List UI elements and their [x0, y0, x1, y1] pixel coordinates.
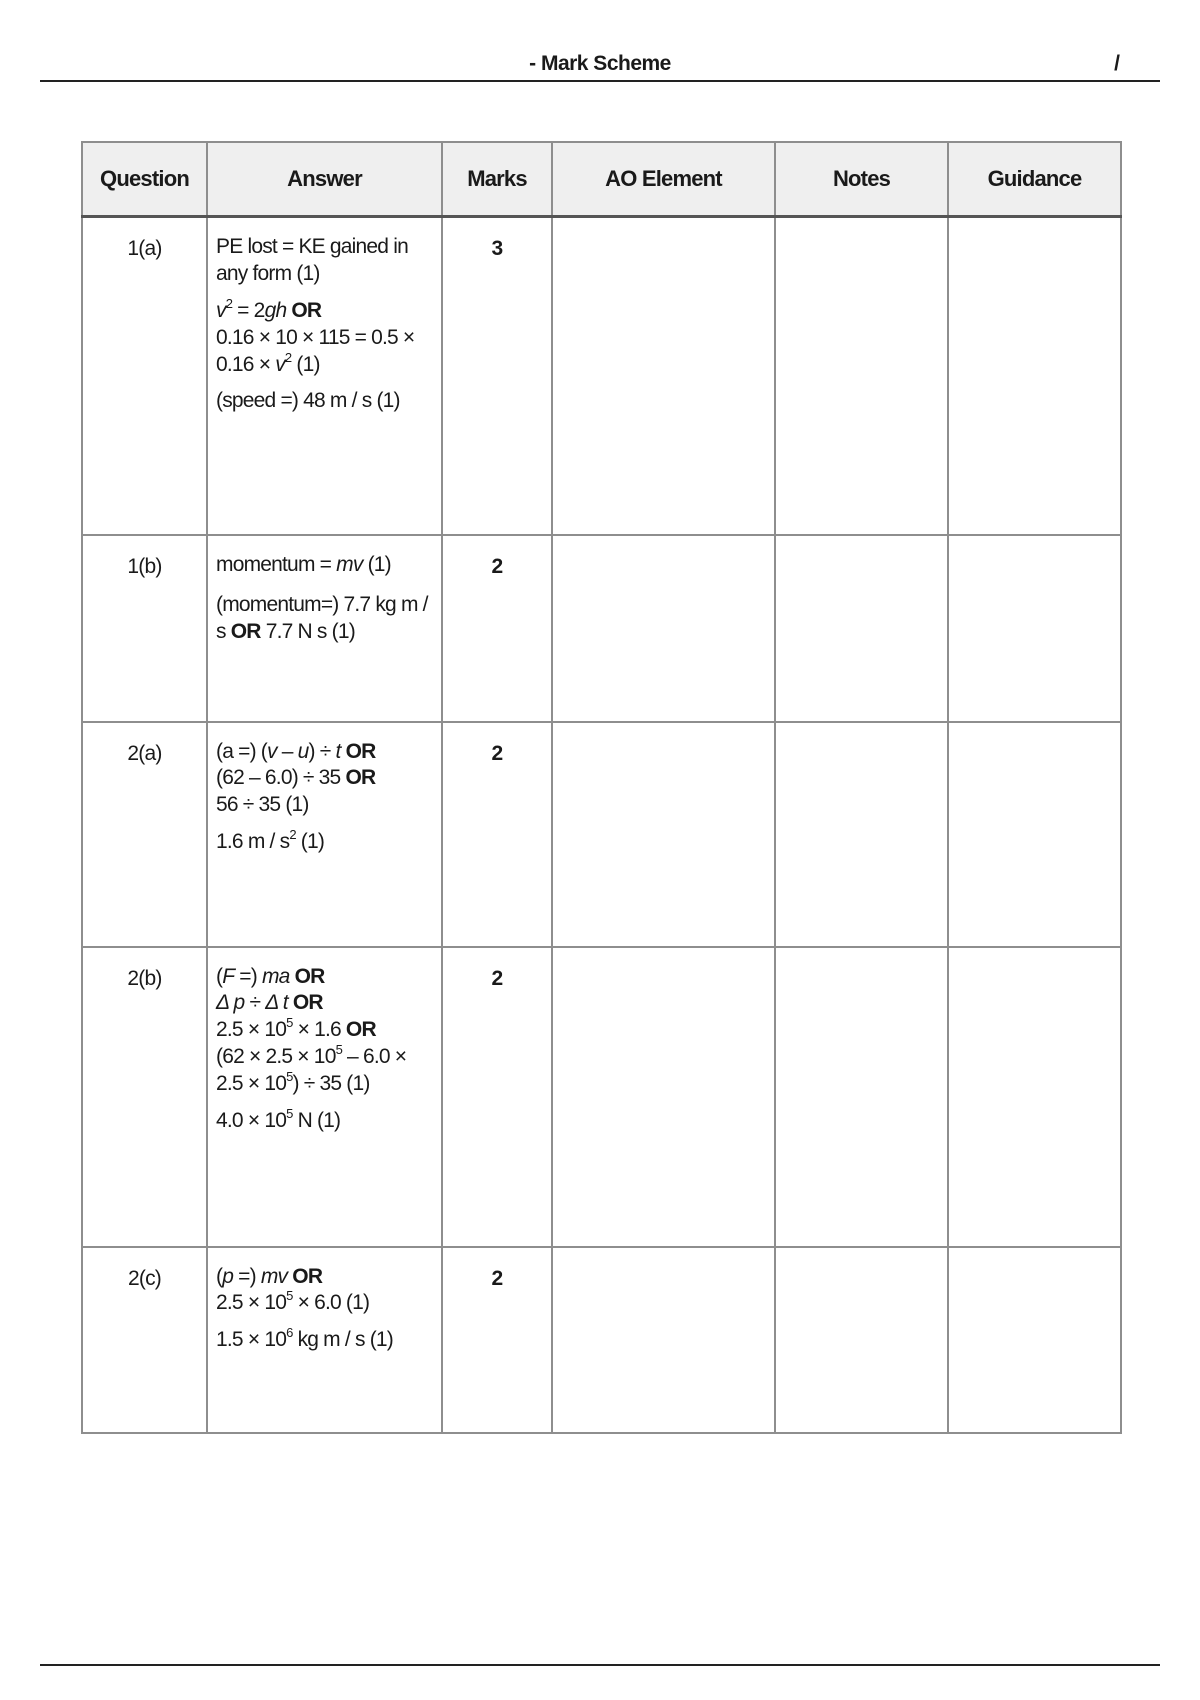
guidance-cell — [948, 722, 1121, 947]
notes-cell — [775, 535, 948, 722]
mark-scheme-table — [81, 141, 1122, 1434]
guidance-cell — [948, 535, 1121, 722]
answer-line: PE lost = KE gained in any form (1) — [216, 235, 408, 285]
table-row — [82, 1247, 1121, 1433]
answer-line: (F =) ma OR — [216, 964, 325, 988]
answer-cell — [207, 722, 442, 947]
column-header-ao-element: AO Element — [552, 142, 775, 217]
table-row — [82, 722, 1121, 947]
ao-element-cell — [552, 535, 775, 722]
guidance-cell — [948, 1247, 1121, 1433]
footer-divider — [40, 1664, 1160, 1666]
column-header-marks: Marks — [442, 142, 552, 217]
answer-cell — [207, 947, 442, 1247]
question-number: 2(a) — [82, 722, 207, 947]
answer-line: $v^2 = 2gh$ OR — [216, 295, 322, 322]
notes-cell — [775, 1247, 948, 1433]
guidance-cell — [948, 217, 1121, 535]
column-header-guidance: Guidance — [948, 142, 1121, 217]
answer-line: 1.6 m / $s^2$ (1) — [216, 827, 325, 854]
question-number: 1(a) — [82, 217, 207, 535]
guidance-cell — [948, 947, 1121, 1247]
table-row — [82, 947, 1121, 1247]
answer-line: $2.5 \times 10^5 \times 1.6$ OR — [216, 1015, 376, 1042]
answer-cell — [207, 535, 442, 722]
answer-line: (a =) (v – u) ÷ t OR — [216, 739, 376, 763]
column-header-answer: Answer — [207, 142, 442, 217]
answer-line: (p =) mv OR — [216, 1264, 323, 1288]
ao-element-cell — [552, 1247, 775, 1433]
marks-value: 2 — [442, 1247, 552, 1433]
answer-line: 56 ÷ 35 (1) — [216, 793, 309, 817]
answer-line: $2.5 \times 10^5 \times 6.0$ (1) — [216, 1288, 370, 1315]
column-header-notes: Notes — [775, 142, 948, 217]
answer-line: $1.5 \times 10^6$ kg m / s (1) — [216, 1325, 393, 1352]
answer-cell — [207, 1247, 442, 1433]
answer-line: $4.0 \times 10^5$ N (1) — [216, 1105, 341, 1132]
marks-value: 2 — [442, 722, 552, 947]
notes-cell — [775, 947, 948, 1247]
answer-line: Δ p ÷ Δ t OR — [216, 991, 323, 1015]
answer-line: $(62 \times 2.5 \times 10^5 - 6.0 \times 2.5 \times 10^5) \div 35$ (1) — [216, 1042, 407, 1095]
notes-cell — [775, 217, 948, 535]
marks-value: 2 — [442, 947, 552, 1247]
table-row — [82, 217, 1121, 535]
column-header-question: Question — [82, 142, 207, 217]
question-number: 2(b) — [82, 947, 207, 1247]
page-title: - Mark Scheme — [529, 52, 671, 75]
table-row — [82, 535, 1121, 722]
marks-value: 2 — [442, 535, 552, 722]
header-slash: / — [1114, 52, 1120, 75]
answer-line: $0.16 \times 10 \times 115 = 0.5 \times 0.16 \times v^2$ (1) — [216, 325, 415, 376]
answer-line: (62 – 6.0) ÷ 35 OR — [216, 766, 376, 790]
header-divider — [40, 80, 1160, 82]
question-number: 1(b) — [82, 535, 207, 722]
ao-element-cell — [552, 217, 775, 535]
answer-line: (momentum=) 7.7 kg m / s OR 7.7 N s (1) — [216, 593, 428, 644]
ao-element-cell — [552, 722, 775, 947]
answer-cell — [207, 217, 442, 535]
notes-cell — [775, 722, 948, 947]
ao-element-cell — [552, 947, 775, 1247]
question-number: 2(c) — [82, 1247, 207, 1433]
marks-value: 3 — [442, 217, 552, 535]
answer-line: (speed =) 48 m / s (1) — [216, 389, 400, 413]
answer-line: momentum = mv (1) — [216, 552, 391, 576]
table-header-row — [82, 142, 1121, 217]
